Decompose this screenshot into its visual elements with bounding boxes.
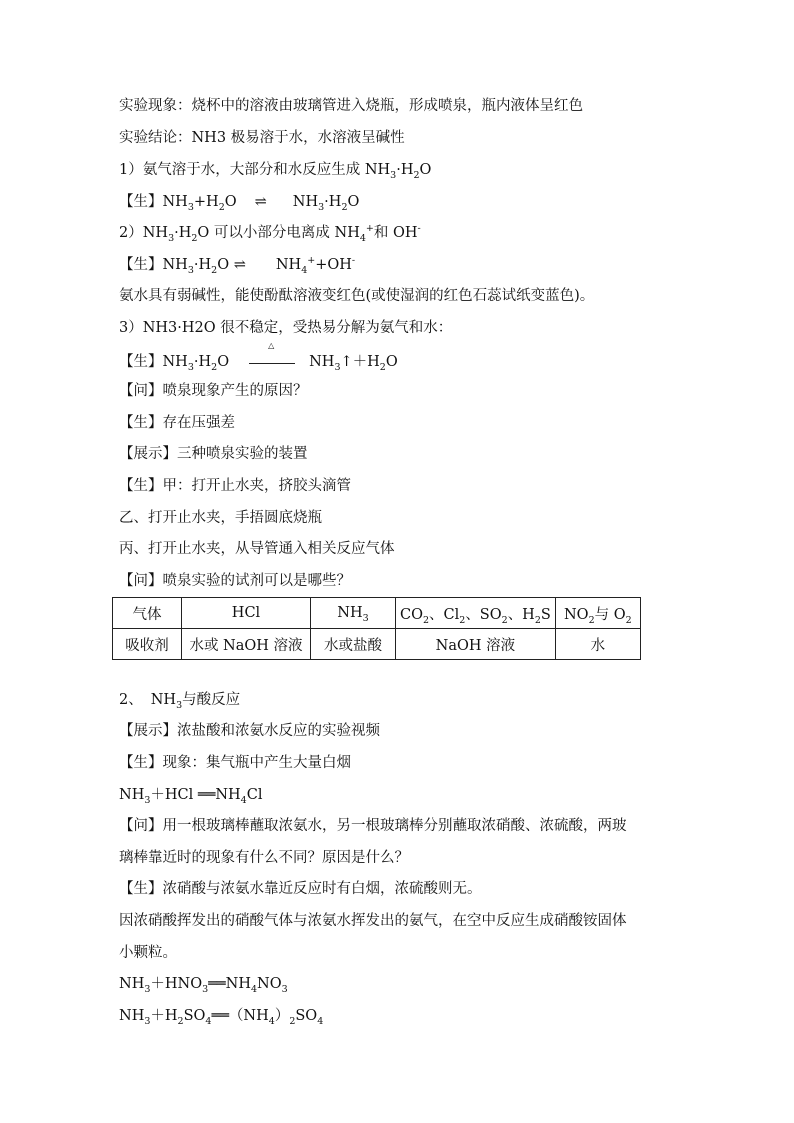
- experiment-phenomenon: 实验现象：烧杯中的溶液由玻璃管进入烧瓶，形成喷泉，瓶内液体呈红色: [119, 98, 583, 114]
- question-reagents: 【问】喷泉实验的试剂可以是哪些？: [119, 573, 351, 589]
- text: +OH: [315, 257, 352, 273]
- point-1: [119, 160, 431, 180]
- table-cell: [311, 598, 396, 629]
- sub: 3: [362, 612, 369, 624]
- sub: 4: [268, 1015, 275, 1027]
- experiment-conclusion: 实验结论：NH3 极易溶于水，水溶液呈碱性: [119, 130, 405, 146]
- sub: 4: [317, 1015, 324, 1027]
- text: 与酸反应: [182, 692, 241, 708]
- text: NH: [337, 605, 363, 621]
- question-glass-rods: 【问】用一根玻璃棒蘸取浓氨水，另一根玻璃棒分别蘸取浓硝酸、浓硫酸，两玻: [119, 818, 627, 834]
- equation-ammonia-water: [119, 192, 359, 212]
- sub: 2: [191, 232, 198, 244]
- sub: 2: [459, 614, 466, 626]
- reaction-line: [249, 363, 295, 364]
- text: NH: [309, 354, 335, 370]
- equation-ammonium-sulfate: [119, 1006, 323, 1026]
- sub: 2: [588, 614, 595, 626]
- section-2-heading: [119, 690, 240, 710]
- sub: 2: [341, 201, 348, 213]
- answer-device-c: 丙、打开止水夹，从导管通入相关反应气体: [119, 541, 395, 557]
- text: NH: [119, 1008, 145, 1024]
- sub: 2: [211, 361, 218, 373]
- sub: 3: [187, 264, 194, 276]
- heat-triangle-icon: △: [268, 341, 275, 350]
- text: ·H: [174, 225, 192, 241]
- sup: -: [351, 255, 356, 267]
- table-cell: 吸收剂: [113, 629, 182, 660]
- reagent-table: [112, 597, 641, 660]
- sup: -: [417, 223, 421, 235]
- sub: 4: [359, 232, 366, 244]
- text: 【生】NH: [119, 354, 188, 370]
- text: O: [347, 194, 360, 210]
- sup: +: [307, 255, 316, 267]
- text: 、SO: [465, 606, 502, 623]
- sub: 3: [176, 699, 183, 711]
- show-video: 【展示】浓盐酸和浓氨水反应的实验视频: [119, 723, 380, 739]
- text: O: [224, 194, 237, 210]
- sub: 2: [289, 1015, 296, 1027]
- text: ）: [274, 1008, 290, 1024]
- answer-device-b: 乙、打开止水夹，手捂圆底烧瓶: [119, 510, 322, 526]
- text: ══（NH: [211, 1008, 269, 1024]
- sub: 2: [211, 264, 218, 276]
- answer-white-smoke: 【生】现象：集气瓶中产生大量白烟: [119, 755, 351, 771]
- text: NO: [257, 976, 282, 992]
- text: NO: [563, 606, 589, 623]
- sub: 4: [250, 983, 258, 995]
- sub: 2: [501, 614, 508, 626]
- question-cause: 【问】喷泉现象产生的原因？: [119, 383, 308, 399]
- show-devices: 【展示】三种喷泉实验的装置: [119, 446, 308, 462]
- sub: 3: [187, 361, 194, 373]
- text: S: [540, 606, 551, 623]
- answer-pressure: 【生】存在压强差: [119, 415, 235, 431]
- equation-ammonium-nitrate: [119, 974, 288, 994]
- sub: 3: [187, 201, 194, 213]
- text: ·H: [324, 194, 342, 210]
- sub: 3: [390, 169, 397, 181]
- table-cell: [396, 598, 556, 629]
- text: NH: [119, 976, 145, 992]
- text: +H: [193, 194, 219, 210]
- sub: 4: [240, 794, 247, 806]
- text: CO: [400, 606, 423, 623]
- point-2: [119, 223, 421, 243]
- text: 和 OH: [373, 225, 418, 241]
- table-cell: 水或 NaOH 溶液: [182, 629, 311, 660]
- text: ＋H: [150, 1008, 178, 1024]
- text: 2）NH: [119, 225, 169, 241]
- table-cell: 水: [555, 629, 640, 660]
- table-row: [113, 598, 641, 629]
- table-row: [113, 629, 641, 660]
- sub: 3: [144, 794, 151, 806]
- text: 、Cl: [429, 606, 460, 623]
- weak-base-note: 氨水具有弱碱性，能使酚酞溶液变红色(或使湿润的红色石蕊试纸变蓝色)。: [119, 288, 595, 304]
- sub: 2: [218, 201, 225, 213]
- sub: 3: [168, 232, 175, 244]
- text: ＋HCl ══NH: [150, 787, 241, 803]
- text: SO: [295, 1008, 318, 1024]
- sub: 3: [281, 983, 288, 995]
- sub: 2: [422, 614, 430, 626]
- text: O: [385, 354, 398, 370]
- question-glass-rods-cont: 璃棒靠近时的现象有什么不同？原因是什么？: [119, 850, 409, 866]
- text: 、H: [507, 606, 535, 623]
- table-cell: [555, 598, 640, 629]
- equation-ionization: [119, 255, 355, 275]
- heating-condition-mark: [249, 341, 295, 364]
- sub: 2: [379, 361, 386, 373]
- text: ↑＋H: [340, 354, 380, 370]
- table-cell: NaOH 溶液: [396, 629, 556, 660]
- equilibrium-arrow: ⇌: [254, 194, 267, 210]
- sub: 3: [318, 201, 325, 213]
- text: NH: [119, 787, 145, 803]
- text: NH: [292, 194, 319, 210]
- sub: 3: [334, 361, 341, 373]
- answer-nitric-vs-sulfuric: 【生】浓硝酸与浓氨水靠近反应时有白烟，浓硫酸则无。: [119, 881, 482, 897]
- table-cell: 气体: [113, 598, 182, 629]
- equation-ammonium-chloride: [119, 785, 262, 805]
- sup: +: [365, 223, 374, 235]
- text: O 可以小部分电离成 NH: [197, 225, 360, 241]
- text: ·H: [193, 354, 212, 370]
- text: 与 O: [594, 606, 626, 623]
- text: ·H: [193, 257, 212, 273]
- text: 2、: [119, 692, 143, 708]
- explanation-cont: 小颗粒。: [119, 945, 177, 961]
- explanation: 因浓硝酸挥发出的硝酸气体与浓氨水挥发出的氨气，在空中反应生成硝酸铵固体: [119, 913, 627, 929]
- text: ·H: [396, 162, 414, 178]
- sub: 3: [144, 983, 151, 995]
- text: ══NH: [208, 976, 251, 992]
- sub: 3: [202, 983, 209, 995]
- sub: 3: [144, 1015, 151, 1027]
- text: NH: [275, 257, 302, 273]
- text: O ⇌: [217, 257, 246, 273]
- sub: 2: [534, 614, 541, 626]
- sub: 4: [301, 264, 308, 276]
- sub: 4: [205, 1015, 212, 1027]
- sub: 2: [625, 614, 632, 626]
- text: NH: [150, 692, 177, 708]
- text: O: [419, 162, 432, 178]
- answer-device-a: 【生】甲：打开止水夹，挤胶头滴管: [119, 478, 351, 494]
- table-cell: HCl: [182, 598, 311, 629]
- text: 【生】NH: [119, 194, 188, 210]
- text: 1）氨气溶于水，大部分和水反应生成 NH: [119, 162, 391, 178]
- text: ＋HNO: [150, 976, 203, 992]
- text: SO: [183, 1008, 206, 1024]
- table-cell: 水或盐酸: [311, 629, 396, 660]
- point-3: 3）NH3·H2O 很不稳定，受热易分解为氨气和水：: [119, 320, 453, 336]
- text: Cl: [246, 787, 263, 803]
- sub: 2: [177, 1015, 184, 1027]
- sub: 2: [413, 169, 420, 181]
- equation-decomposition: [119, 341, 398, 373]
- text: O: [217, 354, 230, 370]
- text: 【生】NH: [119, 257, 188, 273]
